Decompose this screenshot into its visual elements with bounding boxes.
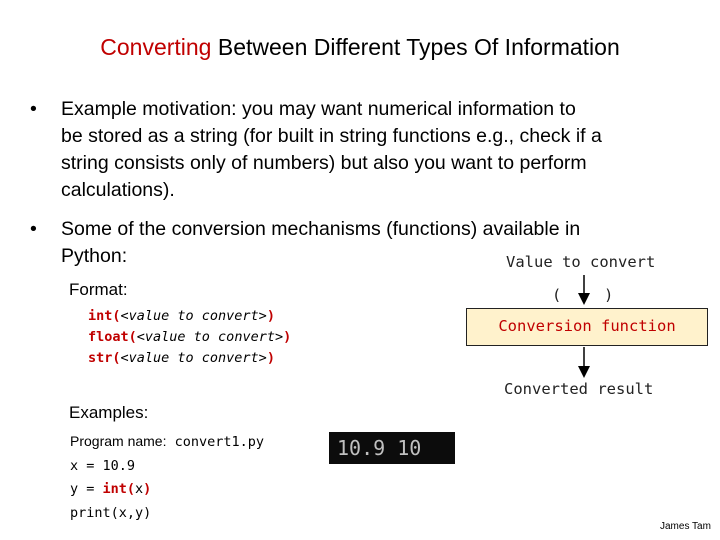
bullet-marker: • xyxy=(30,218,37,240)
fn-name: int( xyxy=(88,308,121,324)
fn-name: int( xyxy=(102,481,136,497)
program-label: Program name: xyxy=(70,433,167,449)
title-rest: Between Different Types Of Information xyxy=(211,34,620,60)
fn-close: ) xyxy=(143,481,152,497)
paren-left: ( xyxy=(552,286,562,304)
conversion-function-box: Conversion function xyxy=(466,308,708,346)
fn-arg: <value to convert> xyxy=(120,308,267,324)
code-line: x = 10.9 xyxy=(70,457,136,474)
title-accent: Converting xyxy=(100,34,212,60)
fn-close: ) xyxy=(266,350,275,366)
code-line: print(x,y) xyxy=(70,504,152,521)
value-to-convert-label: Value to convert xyxy=(506,253,656,271)
code-text: x xyxy=(135,481,144,497)
program-file: convert1.py xyxy=(174,434,265,450)
bullet-text: Example motivation: you may want numerical information to be stored as a string (for built in string functions e.g., check if a string consists only of numbers) but also you want to perform calculations). xyxy=(61,98,602,201)
author-credit: James Tam xyxy=(660,521,711,532)
examples-label: Examples xyxy=(69,403,144,422)
fn-name: str( xyxy=(88,350,121,366)
format-label: Format xyxy=(69,280,123,299)
examples-colon: : xyxy=(143,403,149,422)
fn-close: ) xyxy=(283,329,292,345)
terminal-output: 10.9 10 xyxy=(329,432,455,464)
bullet-text: Some of the conversion mechanisms (functions) available in Python: xyxy=(61,218,581,267)
fn-close: ) xyxy=(266,308,275,324)
fn-arg: <value to convert> xyxy=(120,350,267,366)
bullet-marker: • xyxy=(30,98,37,120)
converted-result-label: Converted result xyxy=(504,380,654,398)
fn-name: float( xyxy=(88,329,137,345)
code-text: y = xyxy=(70,481,103,497)
paren-right: ) xyxy=(604,286,614,304)
format-colon: : xyxy=(122,280,128,299)
fn-arg: <value to convert> xyxy=(136,329,284,345)
